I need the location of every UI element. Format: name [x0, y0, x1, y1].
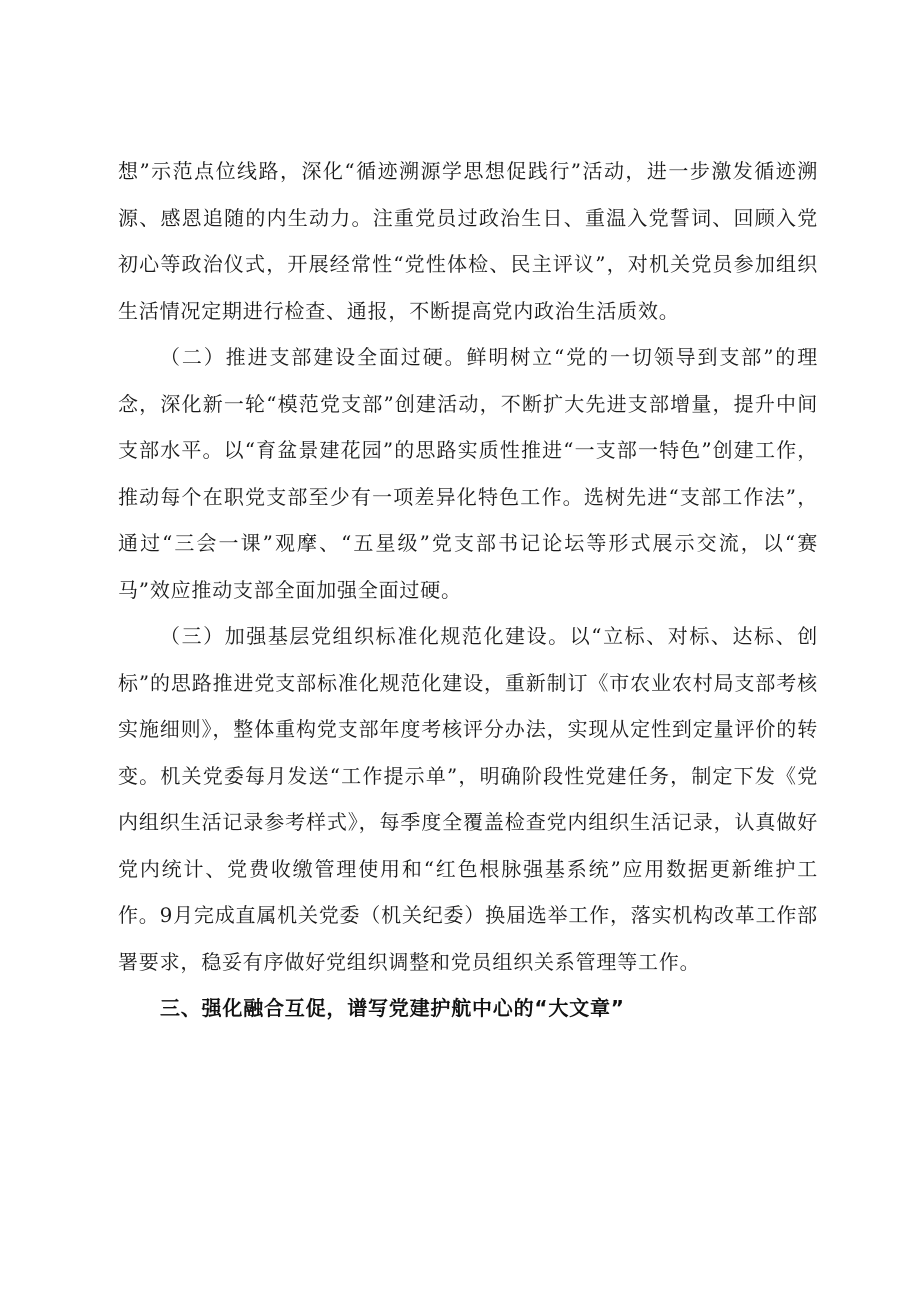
paragraph-continued: 想”示范点位线路，深化“循迹溯源学思想促践行”活动，进一步激发循迹溯源、感恩追随的内生动力。注重党员过政治生日、重温入党誓词、回顾入党初心等政治仪式，开展经常性“党性体检、民主评议”，对机关党员参加组织生活情况定期进行检查、通报，不断提高党内政治生活质效。: [118, 159, 818, 323]
section-heading: 三、强化融合互促，谱写党建护航中心的“大文章”: [160, 996, 625, 1020]
paragraph-branch-building: （二）推进支部建设全面过硬。鲜明树立“党的一切领导到支部”的理念，深化新一轮“模范党支部”创建活动，不断扩大先进支部增量，提升中间支部水平。以“育盆景建花园”的思路实质性推进“一支部一特色”创建工作，推动每个在职党支部至少有一项差异化特色工作。选树先进“支部工作法”，通过“三会一课”观摩、“五星级”党支部书记论坛等形式展示交流，以“赛马”效应推动支部全面加强全面过硬。: [118, 345, 818, 602]
document-body: [118, 148, 818, 1032]
paragraph-standardization: （三）加强基层党组织标准化规范化建设。以“立标、对标、达标、创标”的思路推进党支部标准化规范化建设，重新制订《市农业农村局支部考核实施细则》，整体重构党支部年度考核评分办法，实现从定性到定量评价的转变。机关党委每月发送“工作提示单”，明确阶段性党建任务，制定下发《党内组织生活记录参考样式》，每季度全覆盖检查党内组织生活记录，认真做好党内统计、党费收缴管理使用和“红色根脉强基系统”应用数据更新维护工作。9月完成直属机关党委（机关纪委）换届选举工作，落实机构改革工作部署要求，稳妥有序做好党组织调整和党员组织关系管理等工作。: [118, 624, 818, 974]
